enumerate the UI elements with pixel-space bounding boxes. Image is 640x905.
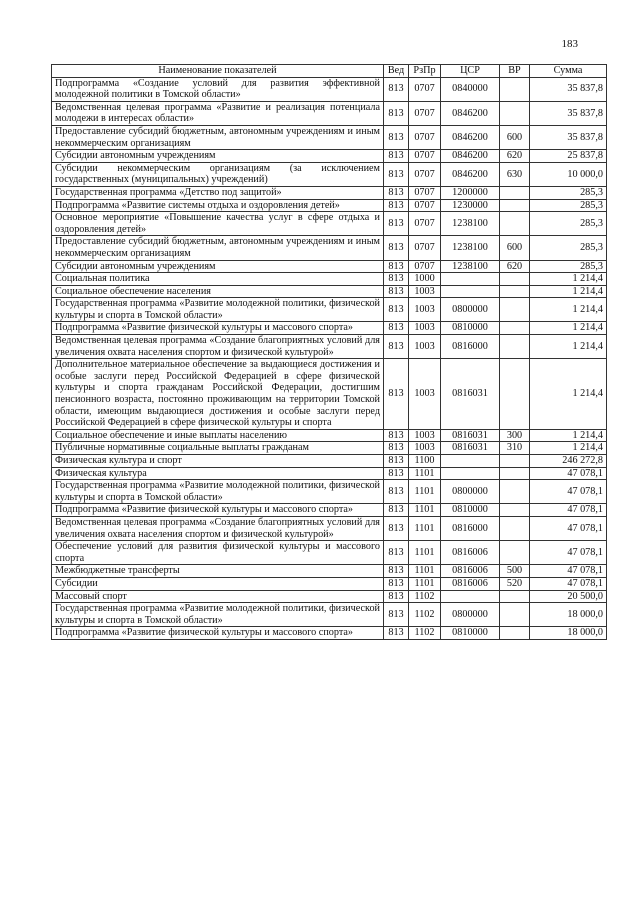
cell-csr: 0816006 <box>441 565 500 578</box>
table-row <box>52 285 607 298</box>
cell-ved: 813 <box>384 212 409 236</box>
cell-sum: 20 500,0 <box>530 590 607 603</box>
cell-name: Субсидии автономным учреждениям <box>52 150 384 163</box>
cell-csr: 0800000 <box>441 298 500 322</box>
header-rzpr: РзПр <box>409 65 441 78</box>
cell-sum: 285,3 <box>530 186 607 199</box>
cell-ved: 813 <box>384 467 409 480</box>
cell-ved: 813 <box>384 516 409 540</box>
table-row <box>52 162 607 186</box>
table-row <box>52 590 607 603</box>
cell-vr <box>500 590 530 603</box>
cell-ved: 813 <box>384 77 409 101</box>
cell-rzpr: 1003 <box>409 442 441 455</box>
table-row <box>52 212 607 236</box>
cell-sum: 1 214,4 <box>530 285 607 298</box>
cell-name: Дополнительное материальное обеспечение за выдающиеся достижения и особые заслуги перед Российской Федерацией в сфере физической культуры и спорта гражданам Российской Федерации, достигшим пенсионного возраста, постоянно проживающим на территории Томской области, имеющим выдающиеся достижения и особые заслуги перед Российской Федерацией в сфере физической культуры и спорта <box>52 359 384 430</box>
cell-vr <box>500 322 530 335</box>
cell-sum: 1 214,4 <box>530 298 607 322</box>
cell-csr: 0846200 <box>441 162 500 186</box>
table-row <box>52 77 607 101</box>
table-row <box>52 565 607 578</box>
cell-ved: 813 <box>384 429 409 442</box>
cell-sum: 35 837,8 <box>530 101 607 125</box>
cell-csr: 1200000 <box>441 186 500 199</box>
cell-vr <box>500 504 530 517</box>
cell-name: Подпрограмма «Развитие физической культуры и массового спорта» <box>52 322 384 335</box>
cell-vr <box>500 455 530 468</box>
cell-sum: 25 837,8 <box>530 150 607 163</box>
cell-vr <box>500 101 530 125</box>
cell-rzpr: 1003 <box>409 335 441 359</box>
cell-ved: 813 <box>384 260 409 273</box>
table-row <box>52 577 607 590</box>
cell-csr: 1238100 <box>441 260 500 273</box>
table-row <box>52 467 607 480</box>
cell-vr <box>500 273 530 286</box>
cell-sum: 18 000,0 <box>530 603 607 627</box>
table-row <box>52 359 607 430</box>
cell-vr <box>500 186 530 199</box>
cell-sum: 1 214,4 <box>530 442 607 455</box>
cell-vr: 500 <box>500 565 530 578</box>
cell-rzpr: 0707 <box>409 101 441 125</box>
cell-sum: 47 078,1 <box>530 480 607 504</box>
table-row <box>52 125 607 149</box>
cell-ved: 813 <box>384 627 409 640</box>
cell-sum: 47 078,1 <box>530 467 607 480</box>
table-row <box>52 236 607 260</box>
header-vr: ВР <box>500 65 530 78</box>
cell-ved: 813 <box>384 359 409 430</box>
cell-rzpr: 1101 <box>409 541 441 565</box>
cell-sum: 47 078,1 <box>530 565 607 578</box>
table-row <box>52 199 607 212</box>
cell-name: Физическая культура <box>52 467 384 480</box>
cell-vr <box>500 627 530 640</box>
cell-rzpr: 0707 <box>409 77 441 101</box>
cell-sum: 47 078,1 <box>530 541 607 565</box>
cell-ved: 813 <box>384 541 409 565</box>
table-row <box>52 429 607 442</box>
cell-name: Государственная программа «Развитие молодежной политики, физической культуры и спорта в Томской области» <box>52 603 384 627</box>
cell-sum: 285,3 <box>530 236 607 260</box>
cell-ved: 813 <box>384 273 409 286</box>
cell-name: Основное мероприятие «Повышение качества услуг в сфере отдыха и оздоровления детей» <box>52 212 384 236</box>
cell-vr <box>500 77 530 101</box>
cell-rzpr: 0707 <box>409 162 441 186</box>
cell-vr <box>500 298 530 322</box>
cell-name: Подпрограмма «Развитие физической культуры и массового спорта» <box>52 627 384 640</box>
cell-vr: 310 <box>500 442 530 455</box>
cell-vr <box>500 335 530 359</box>
cell-ved: 813 <box>384 285 409 298</box>
cell-csr <box>441 590 500 603</box>
cell-csr: 0810000 <box>441 627 500 640</box>
cell-ved: 813 <box>384 101 409 125</box>
cell-sum: 1 214,4 <box>530 359 607 430</box>
cell-name: Государственная программа «Развитие молодежной политики, физической культуры и спорта в Томской области» <box>52 298 384 322</box>
cell-rzpr: 0707 <box>409 260 441 273</box>
cell-csr: 0816006 <box>441 541 500 565</box>
cell-name: Публичные нормативные социальные выплаты гражданам <box>52 442 384 455</box>
cell-name: Социальная политика <box>52 273 384 286</box>
cell-rzpr: 1003 <box>409 285 441 298</box>
cell-rzpr: 1101 <box>409 504 441 517</box>
cell-sum: 246 272,8 <box>530 455 607 468</box>
cell-csr: 0846200 <box>441 101 500 125</box>
cell-csr: 0816006 <box>441 577 500 590</box>
cell-ved: 813 <box>384 442 409 455</box>
table-row <box>52 322 607 335</box>
table-row <box>52 298 607 322</box>
header-sum: Сумма <box>530 65 607 78</box>
cell-sum: 47 078,1 <box>530 577 607 590</box>
cell-rzpr: 1000 <box>409 273 441 286</box>
table-body <box>52 77 607 639</box>
cell-ved: 813 <box>384 603 409 627</box>
cell-ved: 813 <box>384 590 409 603</box>
cell-rzpr: 0707 <box>409 186 441 199</box>
cell-name: Государственная программа «Детство под защитой» <box>52 186 384 199</box>
cell-csr <box>441 455 500 468</box>
cell-rzpr: 1101 <box>409 516 441 540</box>
cell-ved: 813 <box>384 162 409 186</box>
cell-ved: 813 <box>384 565 409 578</box>
cell-sum: 1 214,4 <box>530 322 607 335</box>
table-row <box>52 480 607 504</box>
cell-vr <box>500 467 530 480</box>
cell-vr: 630 <box>500 162 530 186</box>
cell-vr <box>500 212 530 236</box>
cell-sum: 1 214,4 <box>530 273 607 286</box>
cell-ved: 813 <box>384 150 409 163</box>
cell-rzpr: 1101 <box>409 565 441 578</box>
cell-name: Социальное обеспечение и иные выплаты населению <box>52 429 384 442</box>
table-row <box>52 516 607 540</box>
cell-name: Субсидии <box>52 577 384 590</box>
cell-vr: 600 <box>500 125 530 149</box>
cell-csr: 1238100 <box>441 236 500 260</box>
table-row <box>52 335 607 359</box>
cell-rzpr: 0707 <box>409 212 441 236</box>
cell-csr: 0810000 <box>441 322 500 335</box>
table-row <box>52 504 607 517</box>
cell-csr: 0800000 <box>441 603 500 627</box>
cell-sum: 1 214,4 <box>530 429 607 442</box>
cell-csr: 0840000 <box>441 77 500 101</box>
cell-rzpr: 0707 <box>409 150 441 163</box>
header-name: Наименование показателей <box>52 65 384 78</box>
table-row <box>52 442 607 455</box>
table-row <box>52 603 607 627</box>
cell-vr: 600 <box>500 236 530 260</box>
header-ved: Вед <box>384 65 409 78</box>
cell-rzpr: 1102 <box>409 603 441 627</box>
cell-ved: 813 <box>384 480 409 504</box>
cell-sum: 285,3 <box>530 260 607 273</box>
cell-name: Социальное обеспечение населения <box>52 285 384 298</box>
cell-rzpr: 1003 <box>409 322 441 335</box>
cell-rzpr: 1101 <box>409 480 441 504</box>
cell-ved: 813 <box>384 504 409 517</box>
cell-csr: 0846200 <box>441 150 500 163</box>
table-row <box>52 273 607 286</box>
cell-csr <box>441 285 500 298</box>
cell-vr: 620 <box>500 150 530 163</box>
cell-vr: 620 <box>500 260 530 273</box>
table-row <box>52 455 607 468</box>
cell-csr: 0810000 <box>441 504 500 517</box>
cell-csr: 0816031 <box>441 359 500 430</box>
cell-csr: 0816031 <box>441 429 500 442</box>
cell-csr: 1230000 <box>441 199 500 212</box>
cell-rzpr: 1102 <box>409 590 441 603</box>
cell-ved: 813 <box>384 236 409 260</box>
cell-csr: 0800000 <box>441 480 500 504</box>
cell-rzpr: 1003 <box>409 359 441 430</box>
cell-name: Субсидии некоммерческим организациям (за исключением государственных (муниципальных) учреждений) <box>52 162 384 186</box>
cell-ved: 813 <box>384 335 409 359</box>
cell-csr: 0816000 <box>441 516 500 540</box>
table-header-row <box>52 65 607 78</box>
cell-sum: 35 837,8 <box>530 77 607 101</box>
cell-rzpr: 1003 <box>409 298 441 322</box>
cell-csr <box>441 273 500 286</box>
cell-name: Предоставление субсидий бюджетным, автономным учреждениям и иным некоммерческим организациям <box>52 125 384 149</box>
cell-name: Межбюджетные трансферты <box>52 565 384 578</box>
cell-ved: 813 <box>384 186 409 199</box>
cell-sum: 285,3 <box>530 212 607 236</box>
cell-ved: 813 <box>384 577 409 590</box>
cell-vr: 300 <box>500 429 530 442</box>
cell-ved: 813 <box>384 322 409 335</box>
table-row <box>52 101 607 125</box>
cell-vr <box>500 541 530 565</box>
cell-vr <box>500 359 530 430</box>
cell-csr: 0846200 <box>441 125 500 149</box>
cell-ved: 813 <box>384 199 409 212</box>
cell-vr <box>500 285 530 298</box>
cell-rzpr: 0707 <box>409 125 441 149</box>
cell-rzpr: 1003 <box>409 429 441 442</box>
cell-name: Ведомственная целевая программа «Создание благоприятных условий для увеличения охвата населения спортом и физической культурой» <box>52 335 384 359</box>
cell-name: Субсидии автономным учреждениям <box>52 260 384 273</box>
cell-rzpr: 0707 <box>409 199 441 212</box>
cell-name: Подпрограмма «Развитие системы отдыха и оздоровления детей» <box>52 199 384 212</box>
cell-csr: 0816031 <box>441 442 500 455</box>
cell-sum: 47 078,1 <box>530 504 607 517</box>
budget-table <box>51 64 607 640</box>
header-csr: ЦСР <box>441 65 500 78</box>
cell-sum: 10 000,0 <box>530 162 607 186</box>
cell-sum: 1 214,4 <box>530 335 607 359</box>
cell-vr <box>500 516 530 540</box>
cell-sum: 35 837,8 <box>530 125 607 149</box>
cell-vr: 520 <box>500 577 530 590</box>
cell-sum: 285,3 <box>530 199 607 212</box>
table-row <box>52 627 607 640</box>
table-row <box>52 150 607 163</box>
cell-ved: 813 <box>384 455 409 468</box>
cell-rzpr: 1101 <box>409 467 441 480</box>
cell-name: Ведомственная целевая программа «Создание благоприятных условий для увеличения охвата населения спортом и физической культурой» <box>52 516 384 540</box>
cell-csr: 1238100 <box>441 212 500 236</box>
cell-csr <box>441 467 500 480</box>
cell-name: Массовый спорт <box>52 590 384 603</box>
cell-vr <box>500 199 530 212</box>
cell-csr: 0816000 <box>441 335 500 359</box>
cell-name: Ведомственная целевая программа «Развитие и реализация потенциала молодежи в интересах области» <box>52 101 384 125</box>
cell-name: Физическая культура и спорт <box>52 455 384 468</box>
cell-ved: 813 <box>384 298 409 322</box>
cell-name: Обеспечение условий для развития физической культуры и массового спорта <box>52 541 384 565</box>
table-row <box>52 260 607 273</box>
cell-sum: 47 078,1 <box>530 516 607 540</box>
cell-ved: 813 <box>384 125 409 149</box>
table-row <box>52 541 607 565</box>
table-row <box>52 186 607 199</box>
cell-name: Подпрограмма «Создание условий для развития эффективной молодежной политики в Томской области» <box>52 77 384 101</box>
cell-vr <box>500 480 530 504</box>
cell-name: Подпрограмма «Развитие физической культуры и массового спорта» <box>52 504 384 517</box>
page-number: 183 <box>561 38 578 50</box>
cell-rzpr: 1101 <box>409 577 441 590</box>
cell-rzpr: 0707 <box>409 236 441 260</box>
cell-vr <box>500 603 530 627</box>
cell-name: Государственная программа «Развитие молодежной политики, физической культуры и спорта в Томской области» <box>52 480 384 504</box>
cell-sum: 18 000,0 <box>530 627 607 640</box>
cell-rzpr: 1102 <box>409 627 441 640</box>
cell-rzpr: 1100 <box>409 455 441 468</box>
cell-name: Предоставление субсидий бюджетным, автономным учреждениям и иным некоммерческим организациям <box>52 236 384 260</box>
